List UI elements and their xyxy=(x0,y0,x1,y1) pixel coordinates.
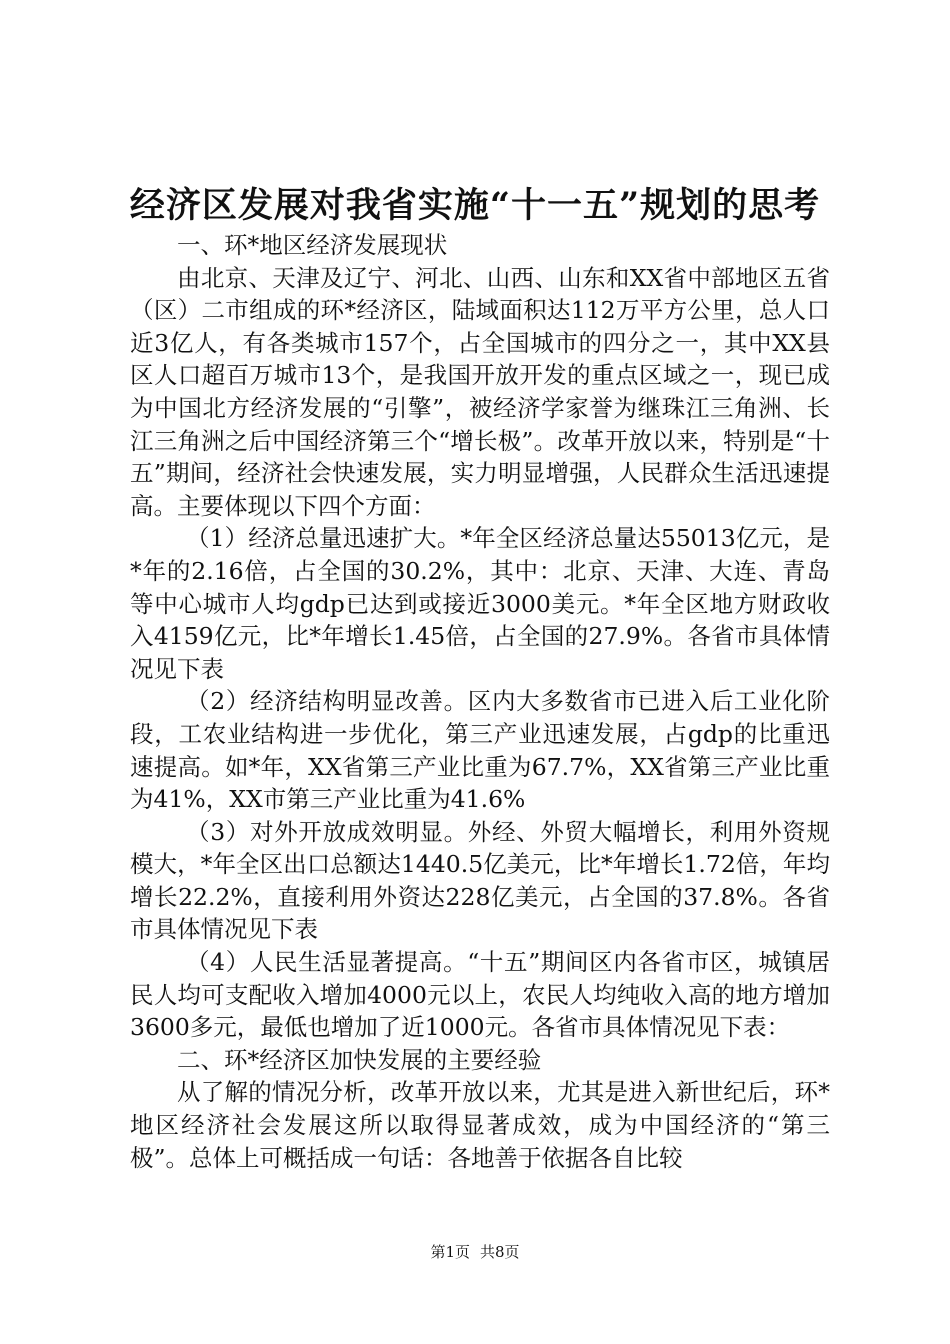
page-footer xyxy=(0,1240,950,1264)
body-paragraph: （1）经济总量迅速扩大。*年全区经济总量达55013亿元，是*年的2.16倍，占全国的30.2%，其中：北京、天津、大连、青岛等中心城市人均gdp已达到或接近3000美元。*年全区地方财政收入4159亿元，比*年增长1.45倍，占全国的27.9%。各省市具体情况见下表 xyxy=(130,524,830,683)
body-paragraph: 从了解的情况分析，改革开放以来，尤其是进入新世纪后，环*地区经济社会发展这所以取得显著成效，成为中国经济的“第三极”。总体上可概括成一句话：各地善于依据各自比较 xyxy=(130,1078,830,1172)
page-total: 共8页 xyxy=(480,1243,520,1261)
section-heading: 一、环*地区经济发展现状 xyxy=(177,231,448,259)
body-paragraph: 由北京、天津及辽宁、河北、山西、山东和XX省中部地区五省（区）二市组成的环*经济区，陆域面积达112万平方公里，总人口近3亿人，有各类城市157个，占全国城市的四分之一，其中XX县区人口超百万城市13个，是我国开放开发的重点区域之一，现已成为中国北方经济发展的“引擎”，被经济学家誉为继珠江三角洲、长江三角洲之后中国经济第三个“增长极”。改革开放以来，特别是“十五”期间，经济社会快速发展，实力明显增强，人民群众生活迅速提高。主要体现以下四个方面： xyxy=(130,263,830,520)
document-title: 经济区发展对我省实施“十一五”规划的思考 xyxy=(129,185,821,226)
body-paragraph: （3）对外开放成效明显。外经、外贸大幅增长，利用外资规模大，*年全区出口总额达1440.5亿美元，比*年增长1.72倍，年均增长22.2%，直接利用外资达228亿美元，占全国的37.8%。各省市具体情况见下表 xyxy=(130,817,830,944)
body-paragraph: （4）人民生活显著提高。“十五”期间区内各省市区，城镇居民人均可支配收入增加4000元以上，农民人均纯收入高的地方增加3600多元，最低也增加了近1000元。各省市具体情况见下表： xyxy=(130,948,830,1042)
section-heading: 二、环*经济区加快发展的主要经验 xyxy=(177,1045,542,1074)
page-number: 第1页 xyxy=(430,1243,470,1261)
document-body xyxy=(130,229,830,1174)
body-paragraph: （2）经济结构明显改善。区内大多数省市已进入后工业化阶段，工农业结构进一步优化，第三产业迅速发展，占gdp的比重迅速提高。如*年，XX省第三产业比重为67.7%，XX省第三产业比重为41%，XX市第三产业比重为41.6% xyxy=(130,687,830,814)
